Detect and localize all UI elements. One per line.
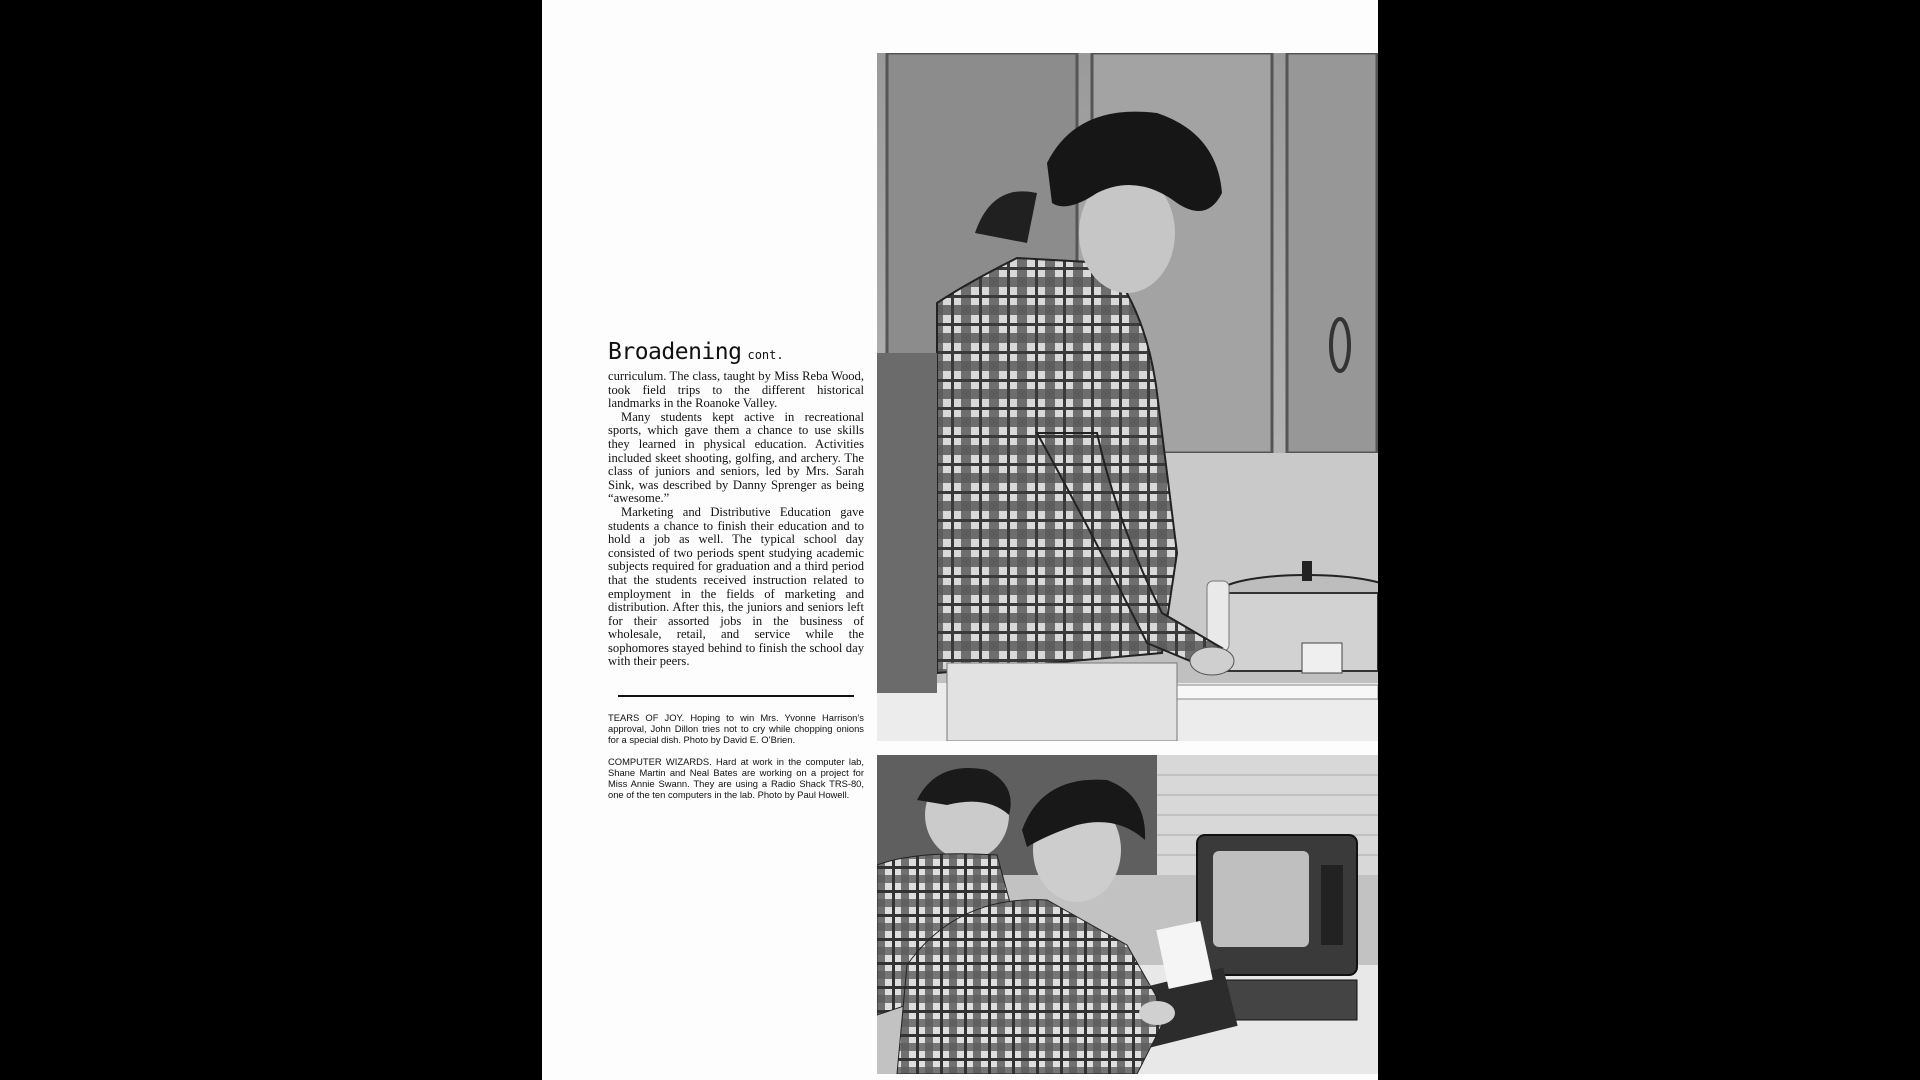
photo-cooking-image bbox=[877, 53, 1378, 741]
heading-title: Broadening bbox=[608, 339, 742, 365]
section-heading bbox=[608, 332, 784, 364]
yearbook-page bbox=[542, 0, 1378, 1080]
article-body bbox=[608, 370, 864, 669]
photo-cooking-student bbox=[877, 53, 1378, 741]
photo-computer-image bbox=[877, 755, 1378, 1074]
body-paragraph: Many students kept active in recreational sports, which gave them a chance to use skills they learned in physical education. Activities included skeet shooting, golfing, and archery. The class of juniors and seniors, led by Mrs. Sarah Sink, was described by Danny Sprenger as being “awesome.” bbox=[608, 409, 864, 506]
photo-computer-lab bbox=[877, 755, 1378, 1074]
photo-caption-computer: COMPUTER WIZARDS. Hard at work in the computer lab, Shane Martin and Neal Bates are working on a project for Miss Annie Swann. They are using a Radio Shack TRS-80, one of the ten computers in the lab. Photo by Paul Howell. bbox=[608, 756, 864, 800]
body-paragraph: Marketing and Distributive Education gave students a chance to finish their education and to hold a job as well. The typical school day consisted of two periods spent studying academic subjects required for graduation and a third period that the students received instruction related to employment in the fields of marketing and distribution. After this, the juniors and seniors left for their assorted jobs in the business of wholesale, retail, and service while the sophomores stayed behind to finish the school day with their peers. bbox=[608, 504, 864, 669]
photo-caption-cooking: TEARS OF JOY. Hoping to win Mrs. Yvonne Harrison’s approval, John Dillon tries not to cry while chopping onions for a special dish. Photo by David E. O’Brien. bbox=[608, 712, 864, 745]
caption-divider bbox=[618, 695, 854, 697]
heading-cont-label: cont. bbox=[747, 348, 784, 362]
body-paragraph: curriculum. The class, taught by Miss Reba Wood, took field trips to the different historical landmarks in the Roanoke Valley. bbox=[608, 369, 864, 411]
